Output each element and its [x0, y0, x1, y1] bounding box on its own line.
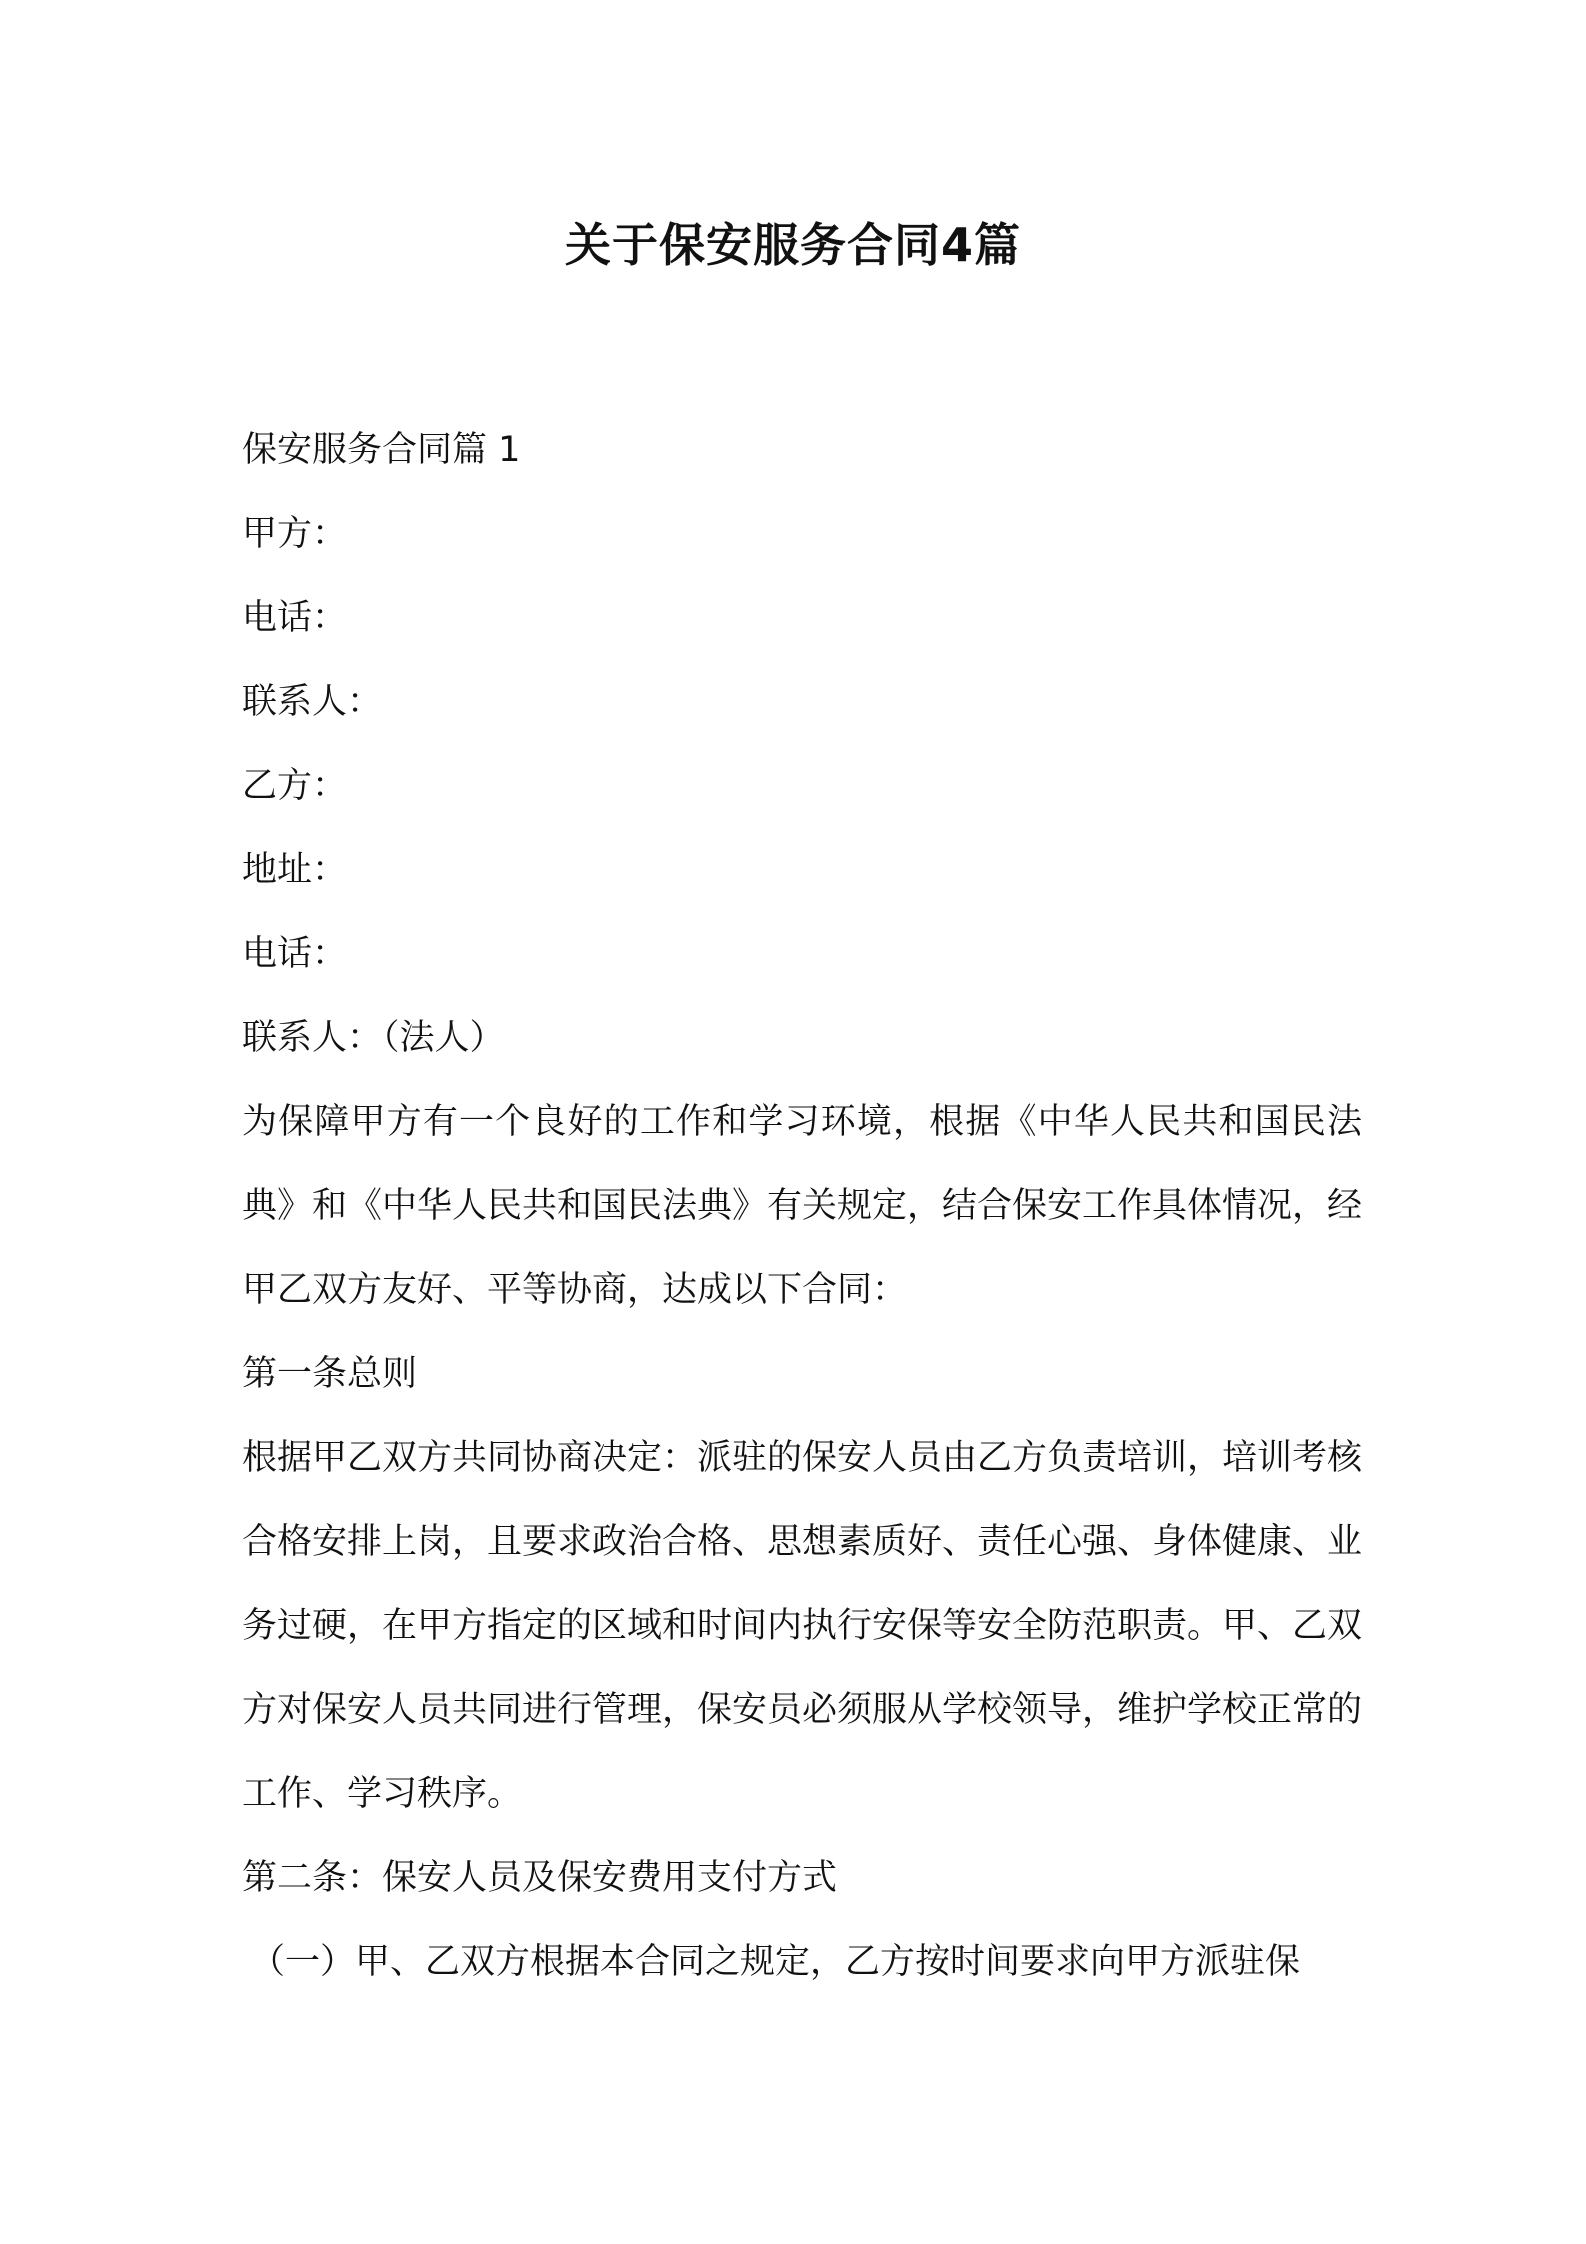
- section-heading: 保安服务合同篇 1: [242, 430, 521, 470]
- document-body: [242, 408, 1362, 2004]
- party-a-label: 甲方：: [242, 514, 348, 554]
- article-1-heading: 第一条总则: [242, 1354, 418, 1394]
- document-title: 关于保安服务合同4篇: [564, 218, 1021, 272]
- party-a-phone-label: 电话：: [242, 598, 348, 638]
- party-a-contact-label: 联系人：: [242, 682, 383, 722]
- article-2-item-1: （一）甲、乙双方根据本合同之规定，乙方按时间要求向甲方派驻保: [250, 1942, 1301, 1982]
- article-1-text: 根据甲乙双方共同协商决定：派驻的保安人员由乙方负责培训，培训考核合格安排上岗，且要求政治合格、思想素质好、责任心强、身体健康、业务过硬，在甲方指定的区域和时间内执行安保等安全防范职责。甲、乙双方对保安人员共同进行管理，保安员必须服从学校领导，维护学校正常的工作、学习秩序。: [242, 1438, 1363, 1814]
- party-b-phone-label: 电话：: [242, 934, 348, 974]
- party-b-address-label: 地址：: [242, 850, 348, 890]
- party-b-label: 乙方：: [242, 766, 348, 806]
- intro-paragraph: 为保障甲方有一个良好的工作和学习环境，根据《中华人民共和国民法典》和《中华人民共和国民法典》有关规定，结合保安工作具体情况，经甲乙双方友好、平等协商，达成以下合同：: [242, 1102, 1363, 1310]
- article-2-heading: 第二条：保安人员及保安费用支付方式: [242, 1858, 838, 1898]
- party-b-contact-label: 联系人：（法人）: [242, 1018, 505, 1058]
